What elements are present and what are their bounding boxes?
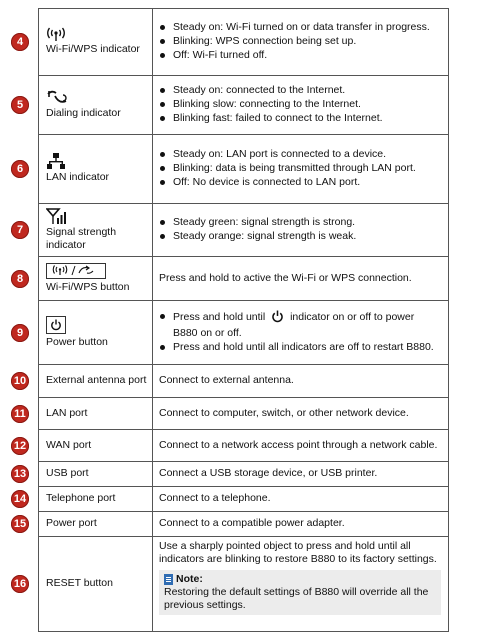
table-row (13, 462, 449, 487)
description-cell (153, 257, 448, 300)
note-icon (164, 574, 173, 585)
table-row (13, 487, 449, 512)
component-cell (39, 257, 153, 300)
wifi-signal-icon (46, 27, 148, 41)
bullet-text-end: indicator on or off to power B880 on or off. (173, 311, 415, 339)
list-item: Blinking slow: connecting to the Internet. (159, 98, 441, 111)
description-cell (153, 301, 448, 364)
component-label: External antenna port (46, 374, 147, 386)
description-cell (153, 430, 448, 461)
callout-number: 16 (11, 575, 29, 593)
table-row (13, 512, 449, 537)
component-cell (39, 398, 153, 429)
note-title: Note: (176, 573, 203, 585)
callout-number: 8 (11, 270, 29, 288)
component-label: Wi-Fi/WPS indicator (46, 43, 140, 55)
list-item: Off: No device is connected to LAN port. (159, 176, 441, 189)
component-label: Dialing indicator (46, 107, 121, 119)
table-row (16, 301, 449, 365)
component-label: LAN indicator (46, 171, 110, 183)
table-row (13, 365, 449, 398)
description-text: Connect to external antenna. (159, 374, 294, 386)
list-item: Steady on: Wi-Fi turned on or data transfer in progress. (159, 21, 441, 34)
table-row (13, 430, 449, 462)
component-label: Telephone port (46, 492, 116, 504)
description-cell (153, 9, 448, 75)
callout-number: 10 (11, 372, 29, 390)
component-label: RESET button (46, 577, 113, 589)
component-cell (39, 135, 153, 203)
description-cell (153, 135, 448, 203)
description-cell (153, 365, 448, 397)
callout-number: 6 (11, 160, 29, 178)
component-cell (39, 462, 153, 486)
table-row (13, 537, 449, 632)
component-label: WAN port (46, 438, 92, 451)
list-item (159, 310, 441, 340)
callout-number: 9 (11, 324, 29, 342)
list-item: Steady green: signal strength is strong. (159, 216, 441, 229)
callout-number: 12 (11, 437, 29, 455)
bullet-text-start: Press and hold until (173, 311, 266, 323)
component-cell (39, 537, 153, 631)
description-text: Use a sharply pointed object to press and hold until all indicators are blinking to restore B880 to its factory settings. (159, 540, 437, 565)
table-row (16, 76, 449, 135)
note-text: Restoring the default settings of B880 will override all the previous settings. (164, 586, 429, 611)
component-label: LAN port (46, 406, 88, 419)
component-label: Wi-Fi/WPS button (46, 280, 130, 293)
note-box (159, 570, 441, 615)
list-item: Blinking fast: failed to connect to the Internet. (159, 112, 441, 125)
wifi-wps-button-icon (46, 263, 148, 279)
lan-icon (46, 153, 148, 169)
component-cell (39, 512, 153, 536)
callout-number: 4 (11, 33, 29, 51)
list-item: Steady on: LAN port is connected to a device. (159, 148, 441, 161)
callout-number: 13 (11, 465, 29, 483)
callout-number: 5 (11, 96, 29, 114)
table-row (16, 204, 449, 257)
list-item: Steady orange: signal strength is weak. (159, 230, 441, 243)
list-item: Off: Wi-Fi turned off. (159, 49, 441, 62)
description-cell (153, 487, 448, 511)
dialing-icon (46, 89, 148, 105)
callout-number: 14 (11, 490, 29, 508)
component-cell (39, 204, 153, 256)
component-cell (39, 365, 153, 397)
description-text: Connect to a telephone. (159, 492, 271, 504)
description-cell (153, 537, 448, 631)
description-cell (153, 398, 448, 429)
list-item: Blinking: WPS connection being set up. (159, 35, 441, 48)
callout-number: 7 (11, 221, 29, 239)
callout-number: 11 (11, 405, 29, 423)
component-cell (39, 9, 153, 75)
component-label: Signal strength indicator (46, 225, 117, 251)
callout-number: 15 (11, 515, 29, 533)
description-cell (153, 76, 448, 134)
list-item: Steady on: connected to the Internet. (159, 84, 441, 97)
table-row (16, 135, 449, 204)
table-row (16, 9, 449, 76)
indicator-table (13, 8, 449, 632)
component-label: USB port (46, 467, 89, 479)
power-icon (46, 316, 148, 334)
signal-bars-icon (46, 208, 148, 224)
table-row (14, 398, 449, 430)
list-item: Press and hold until all indicators are off to restart B880. (159, 341, 441, 354)
description-text: Connect a USB storage device, or USB printer. (159, 467, 378, 479)
description-text: Connect to a network access point through a network cable. (159, 438, 438, 451)
component-cell (39, 76, 153, 134)
description-cell (153, 204, 448, 256)
table-row (16, 257, 449, 301)
component-cell (39, 301, 153, 364)
list-item: Blinking: data is being transmitted through LAN port. (159, 162, 441, 175)
description-text: Connect to a compatible power adapter. (159, 517, 345, 529)
power-icon (271, 310, 284, 327)
component-cell (39, 430, 153, 461)
description-text: Connect to computer, switch, or other network device. (159, 406, 409, 419)
component-cell (39, 487, 153, 511)
note-heading (164, 573, 436, 586)
description-cell (153, 512, 448, 536)
component-label: Power port (46, 517, 97, 529)
component-label: Power button (46, 335, 108, 348)
description-text: Press and hold to active the Wi-Fi or WPS connection. (159, 271, 412, 284)
description-cell (153, 462, 448, 486)
